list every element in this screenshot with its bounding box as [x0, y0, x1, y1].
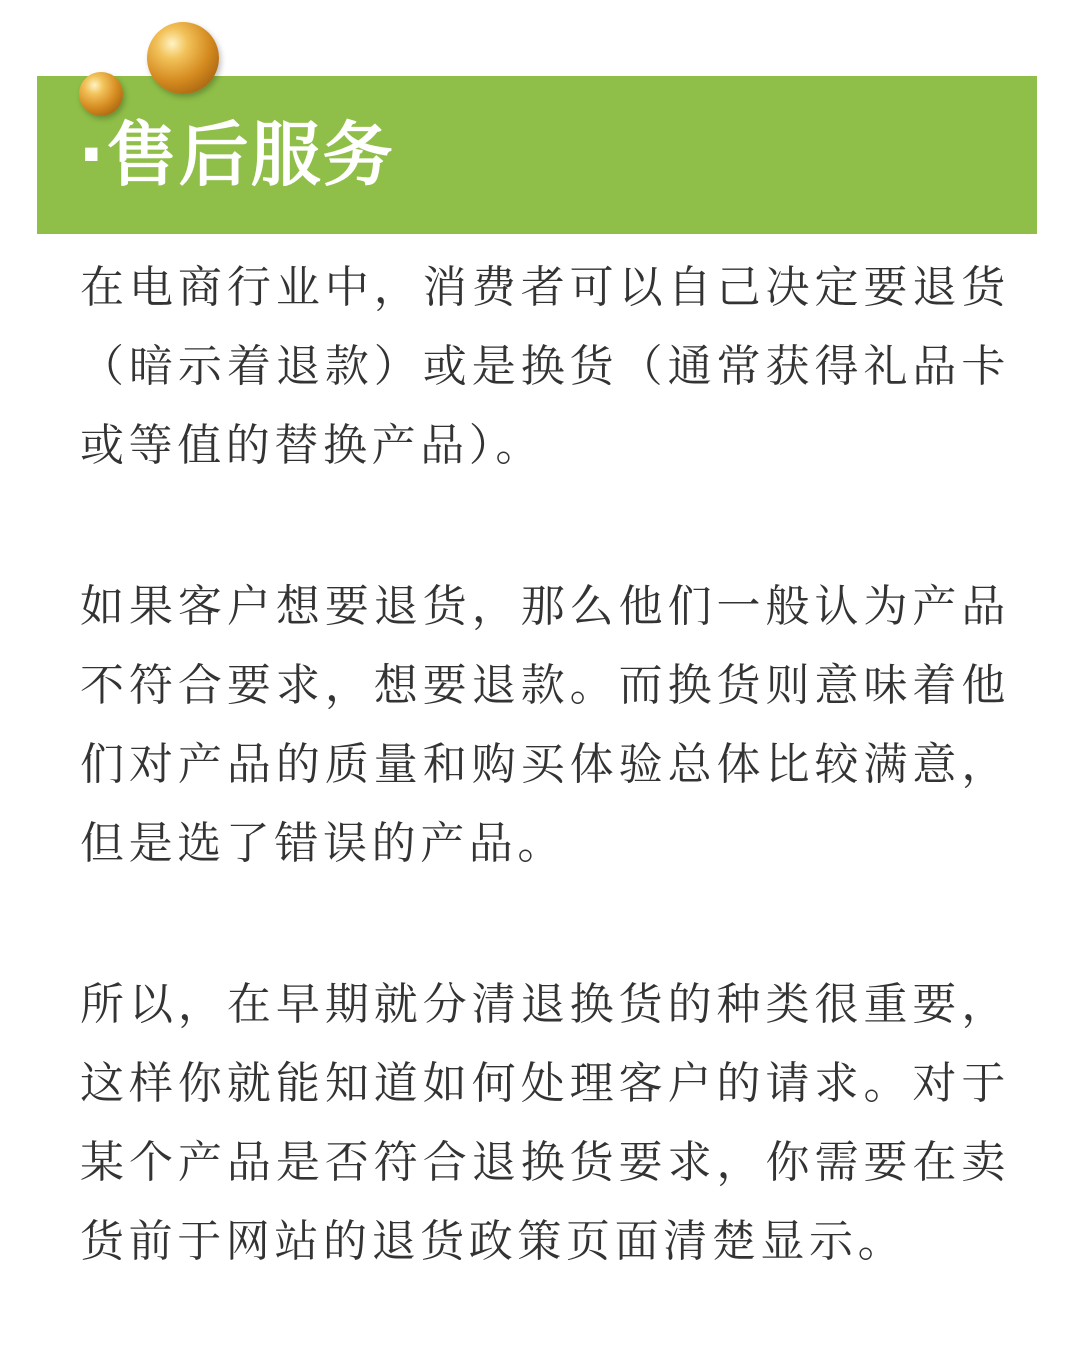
paragraph: 如果客户想要退货，那么他们一般认为产品不符合要求，想要退款。而换货则意味着他们对产品的质量和购买体验总体比较满意，但是选了错误的产品。 — [80, 581, 1010, 869]
paragraph: 在电商行业中，消费者可以自己决定要退货（暗示着退款）或是换货（通常获得礼品卡或等值的替换产品）。 — [80, 262, 1010, 471]
gold-ball-icon — [147, 22, 219, 94]
article-body — [80, 248, 1010, 1363]
gold-ball-icon — [79, 72, 123, 116]
paragraph: 所以，在早期就分清退换货的种类很重要，这样你就能知道如何处理客户的请求。对于某个产品是否符合退换货要求，你需要在卖货前于网站的退货政策页面清楚显示。 — [80, 979, 1010, 1267]
section-title: ·售后服务 — [78, 114, 395, 196]
